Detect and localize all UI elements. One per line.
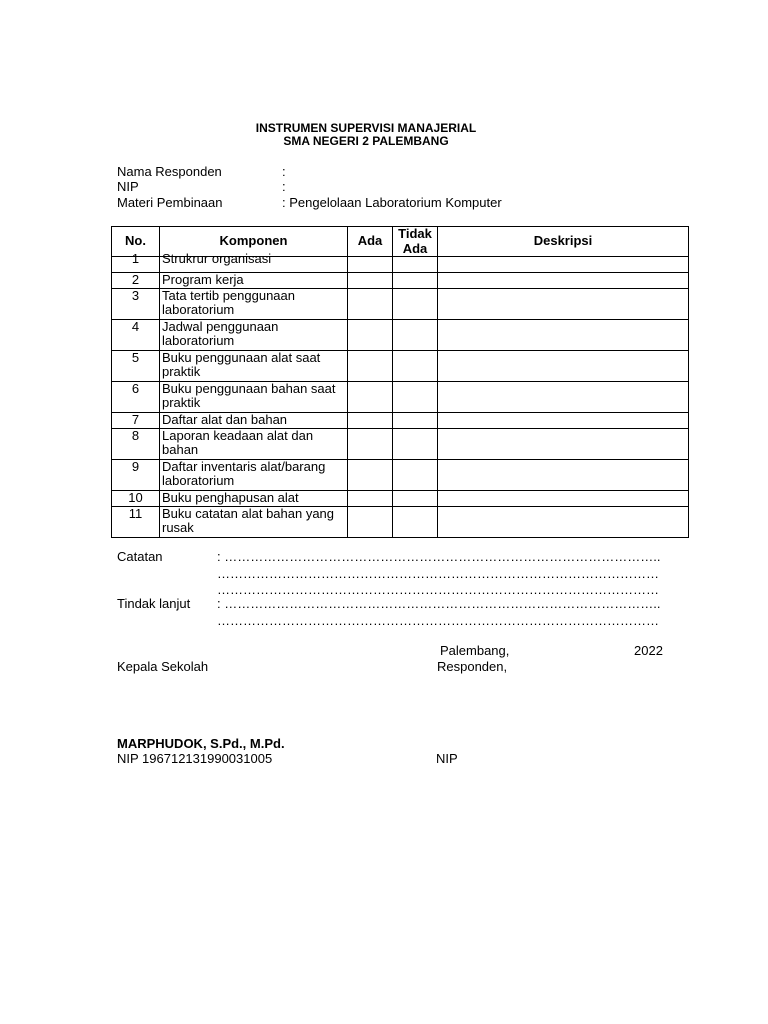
header-komponen: Komponen [160, 227, 348, 257]
table-row [112, 381, 689, 412]
row-deskripsi-cell[interactable] [438, 428, 689, 459]
row-number: 2 [112, 272, 160, 288]
row-tidak-ada-cell[interactable] [393, 381, 438, 412]
row-tidak-ada-cell[interactable] [393, 428, 438, 459]
row-tidak-ada-cell[interactable] [393, 459, 438, 490]
row-deskripsi-cell[interactable] [438, 319, 689, 350]
header-tidak-ada [393, 227, 438, 257]
row-deskripsi-cell[interactable] [438, 506, 689, 537]
row-number: 11 [112, 506, 160, 537]
catatan-line-3[interactable]: ………………………………………………………………………………………… [217, 582, 659, 597]
signature-place: Palembang, [440, 643, 510, 658]
row-komponen: Buku penggunaan bahan saat praktik [160, 381, 348, 412]
row-komponen [160, 251, 348, 273]
table-row [112, 319, 689, 350]
row-ada-cell[interactable] [348, 428, 393, 459]
tindak-lanjut-line-2[interactable]: ………………………………………………………………………………………… [217, 613, 659, 628]
row-ada-cell[interactable] [348, 381, 393, 412]
row-ada-cell[interactable] [348, 412, 393, 428]
row-tidak-ada-cell[interactable] [393, 319, 438, 350]
row-deskripsi-cell[interactable] [438, 459, 689, 490]
principal-role: Kepala Sekolah [117, 659, 209, 674]
catatan-line-1[interactable]: : ……………………………………………………………………………………….. [217, 549, 661, 564]
row-tidak-ada-cell[interactable] [393, 272, 438, 288]
principal-name: MARPHUDOK, S.Pd., M.Pd. [117, 736, 285, 751]
row-komponen: Laporan keadaan alat dan bahan [160, 428, 348, 459]
signature-year: 2022 [634, 643, 663, 658]
principal-nip: NIP 196712131990031005 [117, 751, 273, 766]
respondent-name-value: : [282, 164, 286, 179]
nip-value: : [282, 179, 286, 194]
header-tidak-line1: Tidak [398, 226, 432, 241]
row-komponen: Jadwal penggunaan laboratorium [160, 319, 348, 350]
respondent-name-label: Nama Responden [117, 164, 222, 179]
row-komponen: Daftar alat dan bahan [160, 412, 348, 428]
nip-label: NIP [117, 179, 139, 194]
header-tidak-line2: Ada [402, 240, 428, 256]
catatan-line-2[interactable]: ………………………………………………………………………………………… [217, 566, 659, 581]
row-komponen-text: Strukrur organisasi [162, 251, 272, 266]
row-komponen: Buku catatan alat bahan yang rusak [160, 506, 348, 537]
row-number: 8 [112, 428, 160, 459]
row-deskripsi-cell[interactable] [438, 412, 689, 428]
table-row [112, 428, 689, 459]
row-tidak-ada-cell[interactable] [393, 350, 438, 381]
row-number-text: 1 [131, 251, 140, 266]
row-tidak-ada-cell[interactable] [393, 412, 438, 428]
row-deskripsi-cell[interactable] [438, 490, 689, 506]
row-number: 9 [112, 459, 160, 490]
header-deskripsi: Deskripsi [438, 227, 689, 257]
row-ada-cell[interactable] [348, 490, 393, 506]
row-ada-cell[interactable] [348, 272, 393, 288]
row-komponen: Buku penghapusan alat [160, 490, 348, 506]
row-tidak-ada-cell[interactable] [393, 257, 438, 273]
row-ada-cell[interactable] [348, 257, 393, 273]
row-deskripsi-cell[interactable] [438, 350, 689, 381]
row-tidak-ada-cell[interactable] [393, 288, 438, 319]
row-komponen: Buku penggunaan alat saat praktik [160, 350, 348, 381]
tindak-lanjut-line-1[interactable]: : ……………………………………………………………………………………….. [217, 596, 661, 611]
row-number: 3 [112, 288, 160, 319]
school-name: SMA NEGERI 2 PALEMBANG [283, 134, 449, 148]
row-tidak-ada-cell[interactable] [393, 506, 438, 537]
document-title: INSTRUMEN SUPERVISI MANAJERIAL [255, 121, 477, 135]
row-ada-cell[interactable] [348, 506, 393, 537]
table-row [112, 257, 689, 273]
row-ada-cell[interactable] [348, 288, 393, 319]
row-ada-cell[interactable] [348, 350, 393, 381]
table-row [112, 506, 689, 537]
row-deskripsi-cell[interactable] [438, 257, 689, 273]
respondent-role: Responden, [437, 659, 508, 674]
row-komponen: Tata tertib penggunaan laboratorium [160, 288, 348, 319]
row-number: 7 [112, 412, 160, 428]
table-row [112, 490, 689, 506]
row-komponen: Program kerja [160, 272, 348, 288]
row-ada-cell[interactable] [348, 459, 393, 490]
row-deskripsi-cell[interactable] [438, 381, 689, 412]
table-row [112, 350, 689, 381]
row-deskripsi-cell[interactable] [438, 288, 689, 319]
row-number [112, 251, 160, 273]
respondent-nip: NIP [436, 751, 458, 766]
table-row [112, 412, 689, 428]
supervision-table [111, 226, 689, 538]
row-number: 6 [112, 381, 160, 412]
materi-label: Materi Pembinaan [117, 195, 223, 210]
row-tidak-ada-cell[interactable] [393, 490, 438, 506]
header-ada: Ada [348, 227, 393, 257]
row-number: 5 [112, 350, 160, 381]
row-number: 10 [112, 490, 160, 506]
materi-value: : Pengelolaan Laboratorium Komputer [282, 195, 502, 210]
table-row [112, 459, 689, 490]
header-no: No. [112, 227, 160, 257]
row-komponen: Daftar inventaris alat/barang laboratorium [160, 459, 348, 490]
table-row [112, 288, 689, 319]
row-number: 4 [112, 319, 160, 350]
table-row [112, 272, 689, 288]
tindak-lanjut-label: Tindak lanjut [117, 596, 191, 611]
row-ada-cell[interactable] [348, 319, 393, 350]
row-deskripsi-cell[interactable] [438, 272, 689, 288]
catatan-label: Catatan [117, 549, 163, 564]
